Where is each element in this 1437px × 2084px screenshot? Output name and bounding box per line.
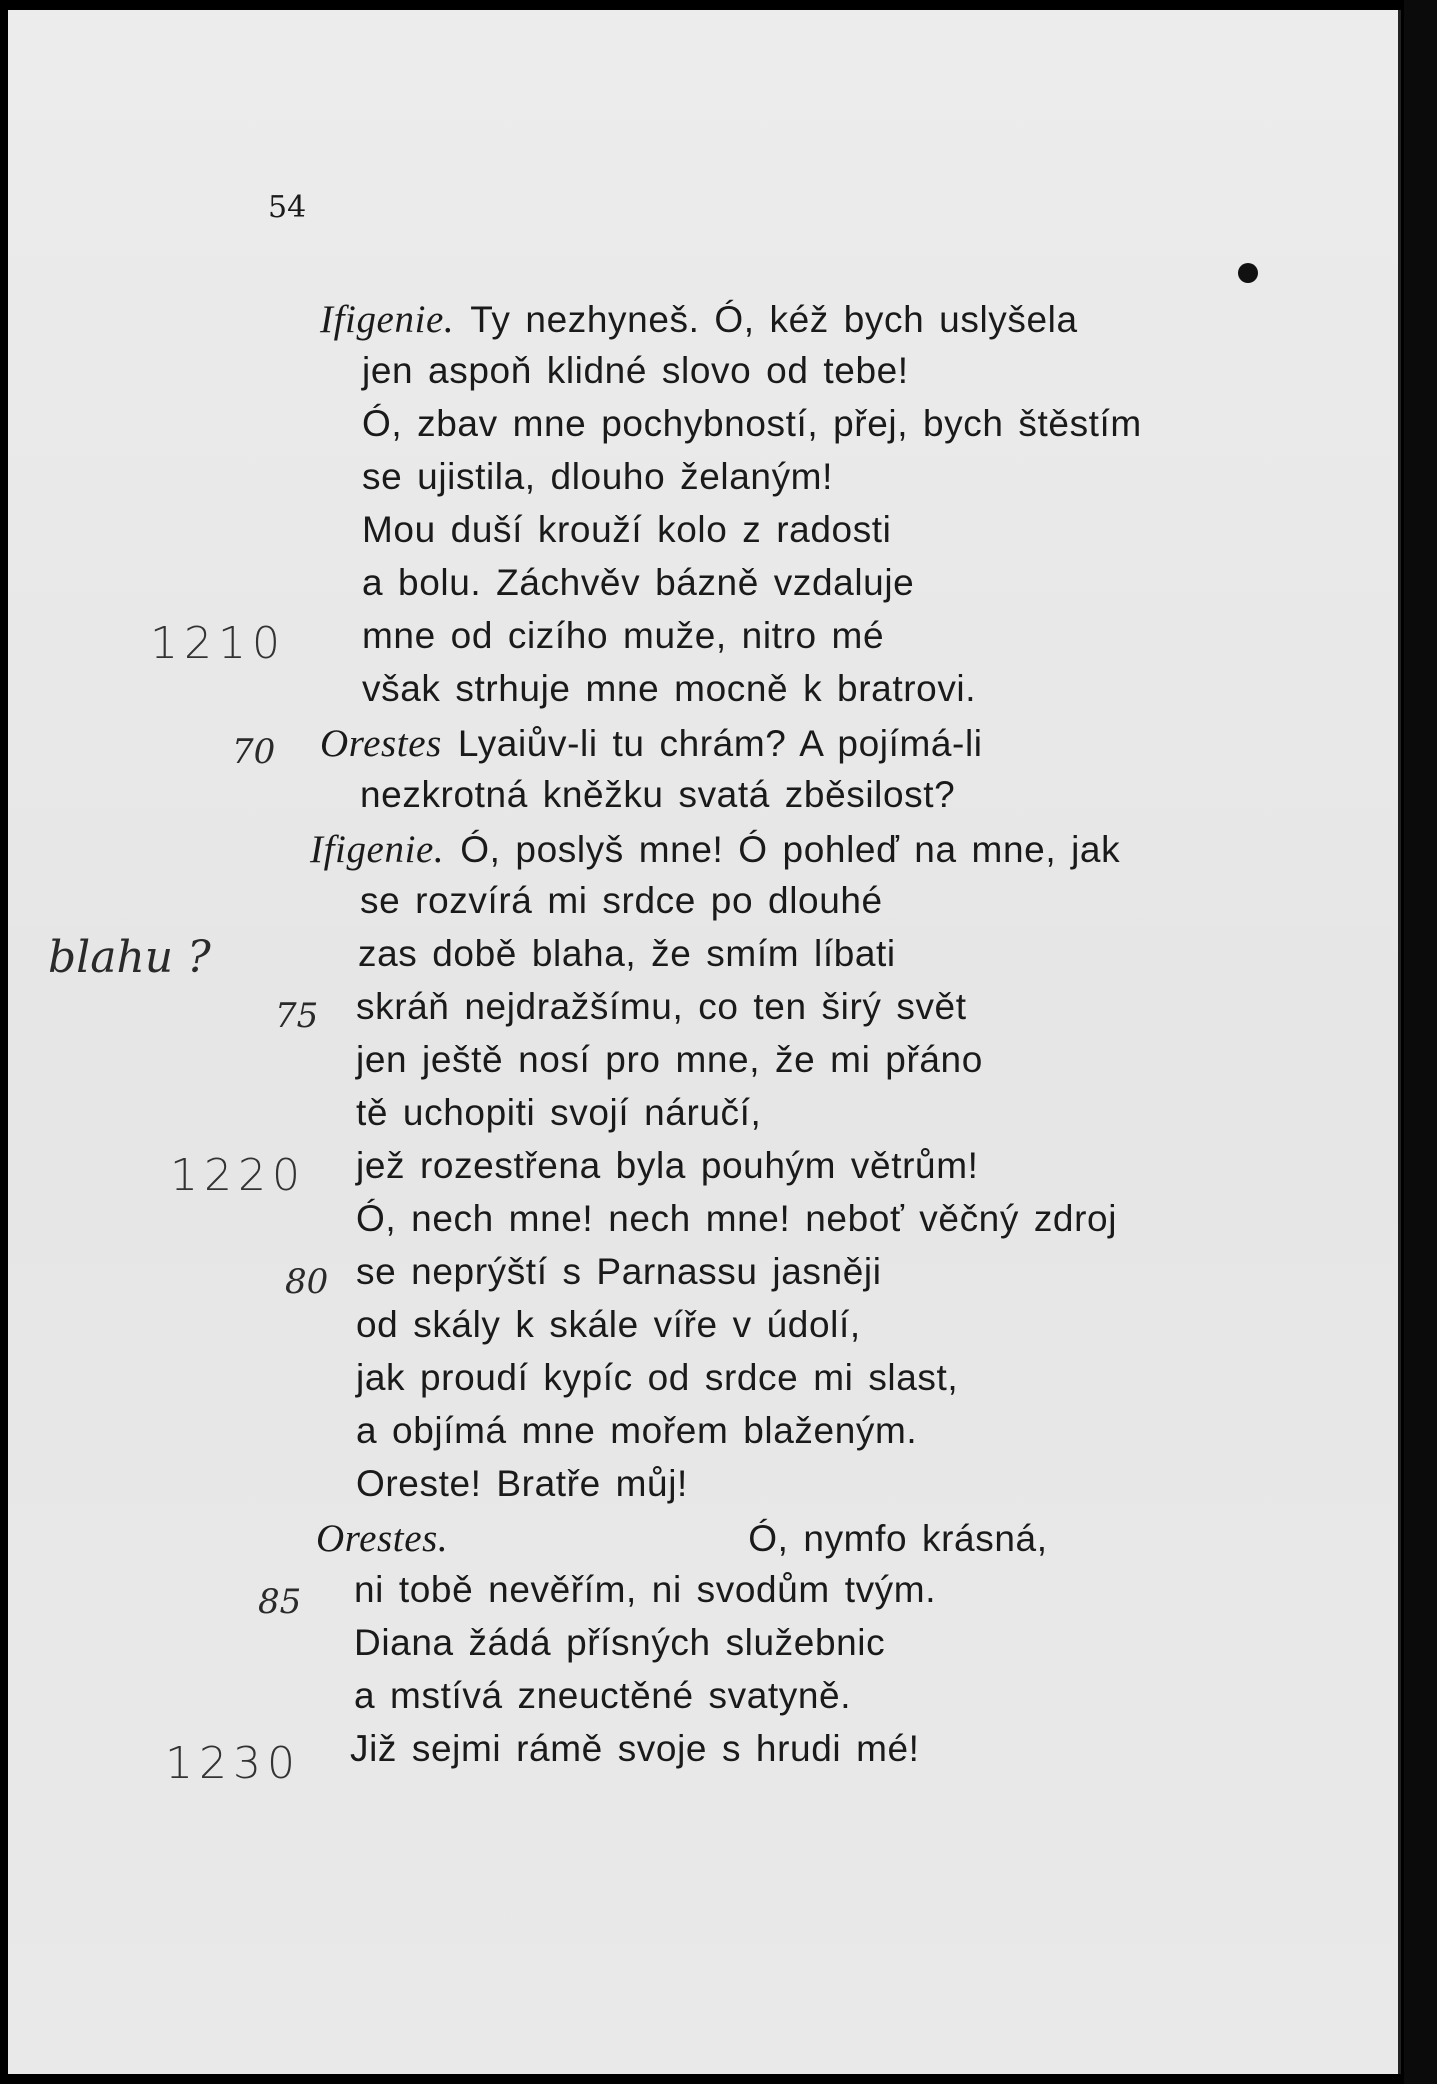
verse-line: ni tobě nevěřím, ni svodům tvým. — [354, 1569, 937, 1610]
margin-line-number-75: 75 — [275, 996, 319, 1036]
verse-line: a mstívá zneuctěné svatyně. — [354, 1675, 852, 1716]
verse-line: jen ještě nosí pro mne, že mi přáno — [356, 1039, 983, 1080]
margin-line-number-80: 80 — [285, 1262, 329, 1302]
margin-line-number-1220: 1220 — [170, 1150, 306, 1201]
verse-line: Již sejmi rámě svoje s hrudi mé! — [350, 1728, 920, 1769]
verse-line: Oreste! Bratře můj! — [356, 1463, 688, 1504]
verse-line: však strhuje mne mocně k bratrovi. — [362, 668, 977, 709]
verse-line: jež rozestřena byla pouhým větrům! — [356, 1145, 979, 1186]
verse-line: jak proudí kypíc od srdce mi slast, — [356, 1357, 959, 1398]
verse-line: Ó, nech mne! nech mne! neboť věčný zdroj — [356, 1198, 1118, 1239]
verse-line: skráň nejdražšímu, co ten širý svět — [356, 986, 967, 1027]
verse-line: mne od cizího muže, nitro mé — [362, 615, 885, 656]
margin-line-number-1230: 1230 — [165, 1738, 301, 1789]
verse-line: nezkrotná kněžku svatá zběsilost? — [360, 774, 956, 815]
margin-handwritten-note: blahu ? — [48, 932, 211, 983]
verse-line: Ó, zbav mne pochybností, přej, bych štěstím — [362, 403, 1142, 444]
margin-line-number-70: 70 — [232, 732, 276, 772]
margin-line-number-85: 85 — [258, 1582, 302, 1622]
verse-line: se rozvírá mi srdce po dlouhé — [360, 880, 883, 921]
verse-line: Ifigenie. Ty nezhyneš. Ó, kéž bych uslyšela — [320, 298, 1078, 341]
verse-line: se neprýští s Parnassu jasněji — [356, 1251, 882, 1292]
verse-line: Orestes Lyaiův-li tu chrám? A pojímá-li — [320, 722, 983, 765]
scan-edge — [1404, 0, 1437, 2084]
verse-line: Diana žádá přísných služebnic — [354, 1622, 886, 1663]
verse-line: Ifigenie. Ó, poslyš mne! Ó pohleď na mne, jak — [310, 828, 1121, 871]
verse-line: se ujistila, dlouho želaným! — [362, 456, 833, 497]
verse-line: od skály k skále víře v údolí, — [356, 1304, 861, 1345]
verse-line: tě uchopiti svojí náručí, — [356, 1092, 762, 1133]
ink-dot — [1238, 263, 1258, 283]
verse-line: zas době blaha, že smím líbati — [358, 933, 896, 974]
speaker-name: Ifigenie. — [320, 298, 455, 341]
margin-line-number-1210: 1210 — [150, 618, 286, 669]
verse-line: Mou duší krouží kolo z radosti — [362, 509, 892, 550]
verse-line: a bolu. Záchvěv bázně vzdaluje — [362, 562, 915, 603]
speaker-name: Orestes. — [316, 1517, 449, 1560]
speaker-name: Ifigenie. — [310, 828, 445, 871]
page-number: 54 — [268, 190, 307, 225]
verse-line: a objímá mne mořem blaženým. — [356, 1410, 918, 1451]
speaker-name: Orestes — [320, 722, 442, 765]
verse-line: Orestes. Ó, nymfo krásná, — [316, 1517, 1048, 1560]
verse-line: jen aspoň klidné slovo od tebe! — [362, 350, 909, 391]
